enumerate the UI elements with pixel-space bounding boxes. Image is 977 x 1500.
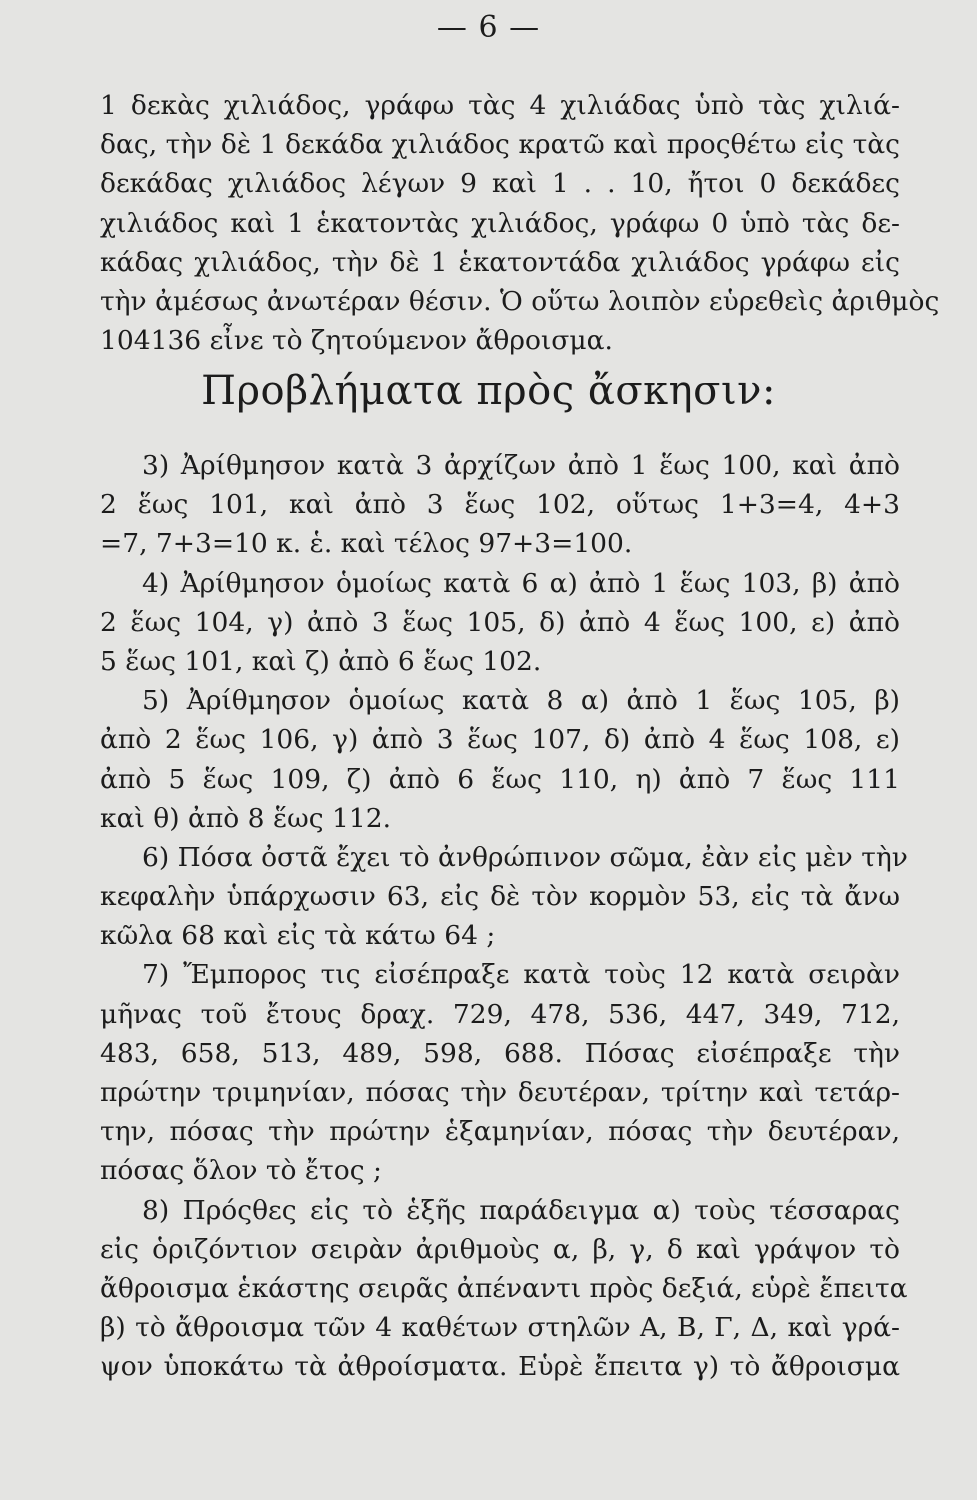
problem-text-line: 4) Ἀρίθμησον ὁμοίως κατὰ 6 α) ἀπὸ 1 ἕως 103, β) ἀπὸ [142,567,900,599]
problem-text-line: κῶλα 68 καὶ εἰς τὰ κάτω 64 ; [100,920,496,952]
problem-text-line: κεφαλὴν ὑπάρχωσιν 63, εἰς δὲ τὸν κορμὸν 53, εἰς τὰ ἄνω [100,881,900,913]
page-number: — 6 — [436,10,541,45]
problem-text-line: 3) Ἀρίθμησον κατὰ 3 ἀρχίζων ἀπὸ 1 ἕως 100, καὶ ἀπὸ [142,450,900,481]
problem-text-line: καὶ θ) ἀπὸ 8 ἕως 112. [100,802,392,834]
problem-text-line: 8) Πρόςθες εἰς τὸ ἑξῆς παράδειγμα α) τοὺς τέσσαρας [142,1194,900,1226]
problem-text-line: β) τὸ ἄθροισμα τῶν 4 καθέτων στηλῶν Α, Β, Γ, Δ, καὶ γρά- [100,1312,900,1344]
section-heading: Προβλήματα πρὸς ἄσκησιν: [201,368,776,414]
problem-text-line: 7) Ἔμπορος τις εἰσέπραξε κατὰ τοὺς 12 κατὰ σειρὰν [142,959,900,991]
problem-text-line: ἀπὸ 5 ἕως 109, ζ) ἀπὸ 6 ἕως 110, η) ἀπὸ 7 ἕως 111 [100,763,900,795]
problem-text-line: την, πόσας τὴν πρώτην ἑξαμηνίαν, πόσας τὴν δευτέραν, [100,1116,900,1148]
problem-text-line: ἀπὸ 2 ἕως 106, γ) ἀπὸ 3 ἕως 107, δ) ἀπὸ 4 ἕως 108, ε) [100,724,900,756]
text-line: τὴν ἀμέσως ἀνωτέραν θέσιν. Ὁ οὕτω λοιπὸν εὑρεθεὶς ἀριθμὸς [100,285,940,317]
problem-text-line: 2 ἕως 104, γ) ἀπὸ 3 ἕως 105, δ) ἀπὸ 4 ἕως 100, ε) ἀπὸ [100,606,900,638]
problem-text-line: 5) Ἀρίθμησον ὁμοίως κατὰ 8 α) ἀπὸ 1 ἕως 105, β) [142,685,900,717]
problems-list [100,446,908,1387]
problem-text-line: =7, 7+3=10 κ. ἑ. καὶ τέλος 97+3=100. [100,528,633,560]
problem-text-line: ψον ὑποκάτω τὰ ἀθροίσματα. Εὑρὲ ἔπειτα γ) τὸ ἄθροισμα [100,1351,900,1383]
problem-text-line: 483, 658, 513, 489, 598, 688. Πόσας εἰσέπραξε τὴν [100,1037,900,1069]
problem-text-line: ἄθροισμα ἑκάστης σειρᾶς ἀπέναντι πρὸς δεξιά, εὑρὲ ἔπειτα [100,1272,908,1304]
text-line: δας, τὴν δὲ 1 δεκάδα χιλιάδος κρατῶ καὶ προςθέτω εἰς τὰς [100,129,900,161]
text-line: 1 δεκὰς χιλιάδος, γράφω τὰς 4 χιλιάδας ὑπὸ τὰς χιλιά- [100,90,900,121]
text-line: δεκάδας χιλιάδος λέγων 9 καὶ 1 . . 10, ἤτοι 0 δεκάδες [100,168,900,200]
problem-text-line: 6) Πόσα ὀστᾶ ἔχει τὸ ἀνθρώπινον σῶμα, ἐὰν εἰς μὲν τὴν [142,841,908,873]
text-line: 104136 εἶνε τὸ ζητούμενον ἄθροισμα. [100,325,613,357]
problem-text-line: 5 ἕως 101, καὶ ζ) ἀπὸ 6 ἕως 102. [100,645,542,677]
problem-text-line: εἰς ὁριζόντιον σειρὰν ἀριθμοὺς α, β, γ, δ καὶ γράψον τὸ [100,1233,900,1265]
text-line: κάδας χιλιάδος, τὴν δὲ 1 ἑκατοντάδα χιλιάδος γράφω εἰς [100,246,900,278]
problem-text-line: μῆνας τοῦ ἔτους δραχ. 729, 478, 536, 447, 349, 712, [100,998,900,1030]
problem-text-line: πόσας ὅλον τὸ ἔτος ; [100,1155,382,1187]
problem-text-line: πρώτην τριμηνίαν, πόσας τὴν δευτέραν, τρίτην καὶ τετάρ- [100,1077,900,1108]
text-line: χιλιάδος καὶ 1 ἑκατοντὰς χιλιάδος, γράφω 0 ὑπὸ τὰς δε- [100,207,900,239]
problem-text-line: 2 ἕως 101, καὶ ἀπὸ 3 ἕως 102, οὕτως 1+3=4, 4+3 [100,489,900,521]
intro-paragraph [100,86,940,360]
